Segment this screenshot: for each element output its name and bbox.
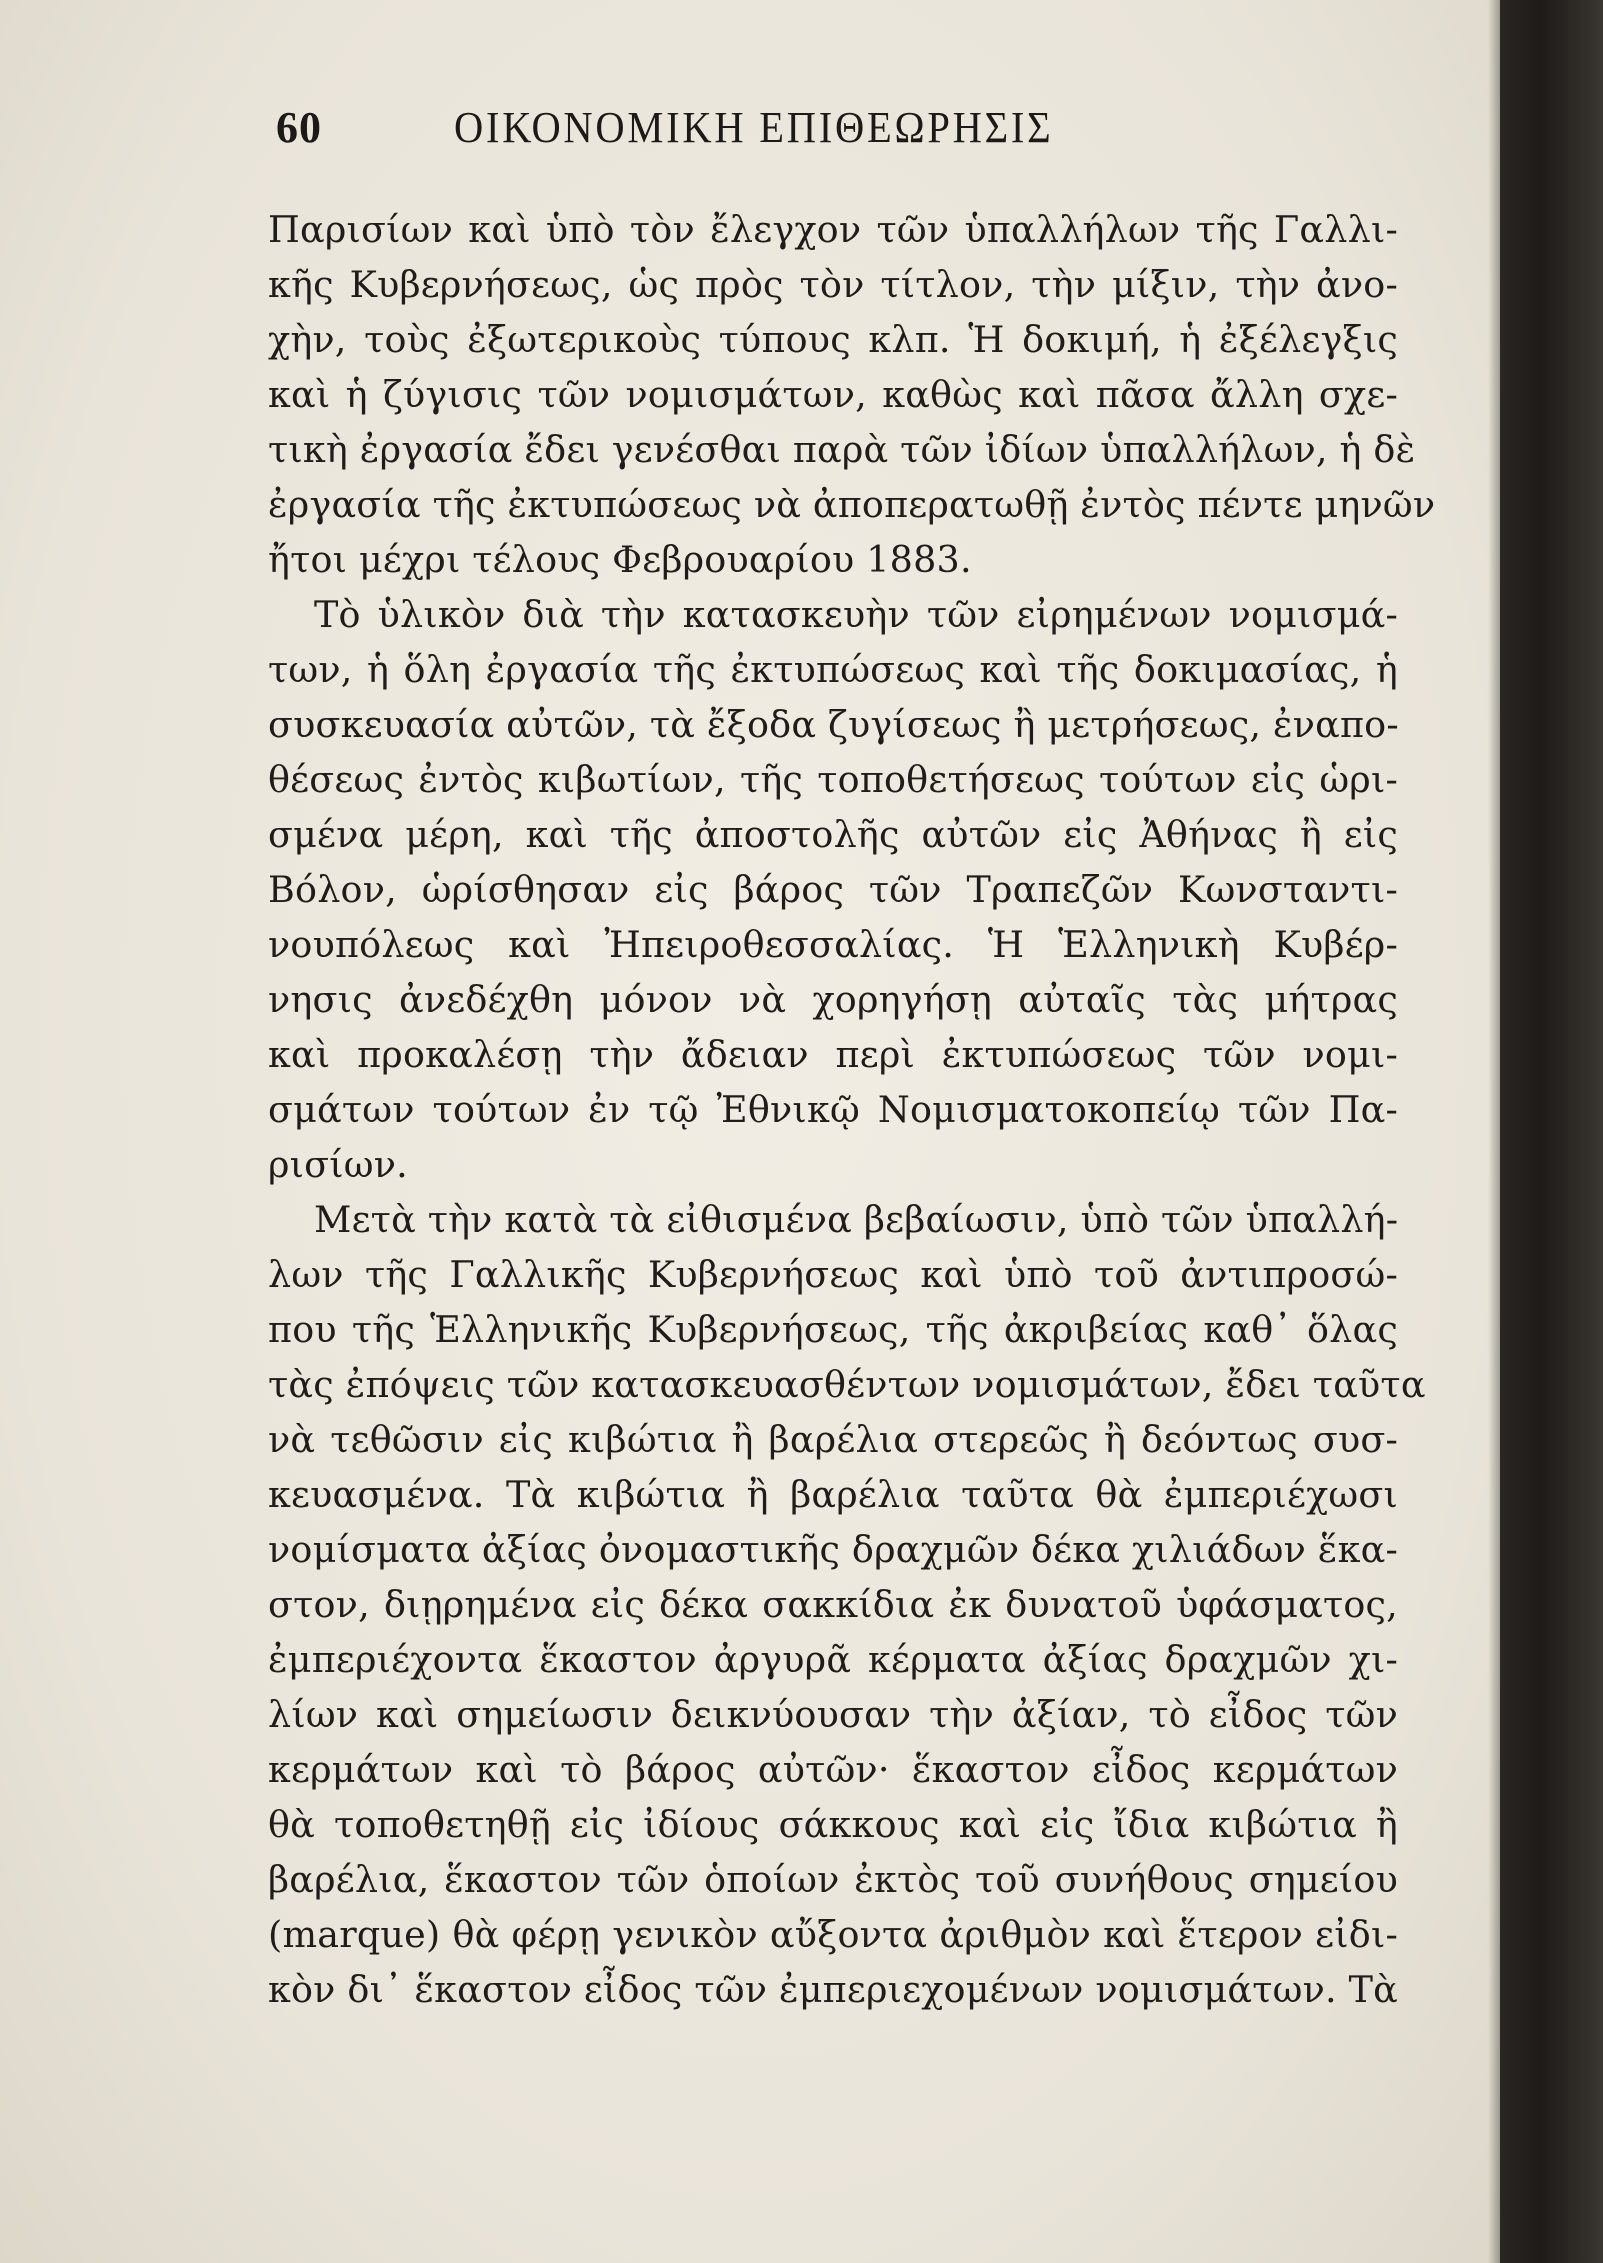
text-line: στον, διῃρημένα εἰς δέκα σακκίδια ἐκ δυνατοῦ ὑφάσματος, xyxy=(268,1583,1398,1626)
text-line: θὰ τοποθετηθῇ εἰς ἰδίους σάκκους καὶ εἰς ἴδια κιβώτια ἢ xyxy=(268,1803,1398,1846)
text-line: καὶ προκαλέσῃ τὴν ἄδειαν περὶ ἐκτυπώσεως τῶν νομι- xyxy=(268,1033,1398,1076)
text-line: κῆς Κυβερνήσεως, ὡς πρὸς τὸν τίτλον, τὴν μίξιν, τὴν ἀνο- xyxy=(268,263,1398,306)
running-head xyxy=(276,102,1436,162)
body-text xyxy=(268,202,1436,2017)
running-title: ΟΙΚΟΝΟΜΙΚΗ ΕΠΙΘΕΩΡΗΣΙΣ xyxy=(454,103,1054,152)
text-line: βαρέλια, ἕκαστον τῶν ὁποίων ἐκτὸς τοῦ συνήθους σημείου xyxy=(268,1858,1398,1901)
text-line: νομίσματα ἀξίας ὀνομαστικῆς δραχμῶν δέκα χιλιάδων ἕκα- xyxy=(268,1528,1398,1571)
text-line: νουπόλεως καὶ Ἠπειροθεσσαλίας. Ἡ Ἑλληνικὴ Κυβέρ- xyxy=(268,923,1398,966)
text-line: τὰς ἐπόψεις τῶν κατασκευασθέντων νομισμάτων, ἔδει ταῦτα xyxy=(268,1363,1426,1406)
text-line: σμένα μέρη, καὶ τῆς ἀποστολῆς αὐτῶν εἰς Ἀθήνας ἢ εἰς xyxy=(268,813,1398,856)
text-line: λίων καὶ σημείωσιν δεικνύουσαν τὴν ἀξίαν, τὸ εἶδος τῶν xyxy=(268,1693,1398,1736)
text-line: ρισίων. xyxy=(268,1143,408,1186)
page-number: 60 xyxy=(276,103,322,152)
page-gutter-shadow xyxy=(1488,0,1500,2263)
text-line: που τῆς Ἑλληνικῆς Κυβερνήσεως, τῆς ἀκριβείας καθ᾽ ὅλας xyxy=(268,1308,1398,1351)
text-line: Τὸ ὑλικὸν διὰ τὴν κατασκευὴν τῶν εἰρημένων νομισμά- xyxy=(314,593,1398,636)
text-line: λων τῆς Γαλλικῆς Κυβερνήσεως καὶ ὑπὸ τοῦ ἀντιπροσώ- xyxy=(268,1253,1398,1296)
text-line: κευασμένα. Τὰ κιβώτια ἢ βαρέλια ταῦτα θὰ ἐμπεριέχωσι xyxy=(268,1473,1398,1516)
text-line: σμάτων τούτων ἐν τῷ Ἐθνικῷ Νομισματοκοπείῳ τῶν Πα- xyxy=(268,1088,1398,1131)
text-line: ἐργασία τῆς ἐκτυπώσεως νὰ ἀποπερατωθῇ ἐντὸς πέντε μηνῶν xyxy=(268,483,1436,526)
text-line: Παρισίων καὶ ὑπὸ τὸν ἔλεγχον τῶν ὑπαλλήλων τῆς Γαλλι- xyxy=(268,208,1398,251)
text-line: (marque) θὰ φέρῃ γενικὸν αὔξοντα ἀριθμὸν καὶ ἕτερον εἰδι- xyxy=(268,1913,1398,1956)
text-line: Βόλον, ὡρίσθησαν εἰς βάρος τῶν Τραπεζῶν Κωνσταντι- xyxy=(268,868,1398,911)
text-line: θέσεως ἐντὸς κιβωτίων, τῆς τοποθετήσεως τούτων εἰς ὡρι- xyxy=(268,758,1398,801)
text-line: συσκευασία αὐτῶν, τὰ ἔξοδα ζυγίσεως ἢ μετρήσεως, ἐναπο- xyxy=(268,703,1399,746)
text-line: τικὴ ἐργασία ἔδει γενέσθαι παρὰ τῶν ἰδίων ὑπαλλήλων, ἡ δὲ xyxy=(268,428,1416,471)
text-line: καὶ ἡ ζύγισις τῶν νομισμάτων, καθὼς καὶ πᾶσα ἄλλη σχε- xyxy=(268,373,1398,416)
text-line: χὴν, τοὺς ἐξωτερικοὺς τύπους κλπ. Ἡ δοκιμή, ἡ ἐξέλεγξις xyxy=(268,318,1398,361)
text-line: νησις ἀνεδέχθη μόνον νὰ χορηγήσῃ αὐταῖς τὰς μήτρας xyxy=(268,978,1398,1021)
text-line: κὸν δι᾽ ἕκαστον εἶδος τῶν ἐμπεριεχομένων νομισμάτων. Τὰ xyxy=(268,1968,1398,2011)
text-line: ἐμπεριέχοντα ἕκαστον ἀργυρᾶ κέρματα ἀξίας δραχμῶν χι- xyxy=(268,1638,1398,1681)
text-line: ἤτοι μέχρι τέλους Φεβρουαρίου 1883. xyxy=(268,538,972,581)
book-spine xyxy=(1500,0,1603,2263)
text-line: νὰ τεθῶσιν εἰς κιβώτια ἢ βαρέλια στερεῶς ἢ δεόντως συσ- xyxy=(268,1418,1398,1461)
text-line: των, ἡ ὅλη ἐργασία τῆς ἐκτυπώσεως καὶ τῆς δοκιμασίας, ἡ xyxy=(268,648,1398,691)
text-line: κερμάτων καὶ τὸ βάρος αὐτῶν· ἕκαστον εἶδος κερμάτων xyxy=(268,1748,1398,1791)
text-line: Μετὰ τὴν κατὰ τὰ εἰθισμένα βεβαίωσιν, ὑπὸ τῶν ὑπαλλή- xyxy=(314,1198,1399,1241)
